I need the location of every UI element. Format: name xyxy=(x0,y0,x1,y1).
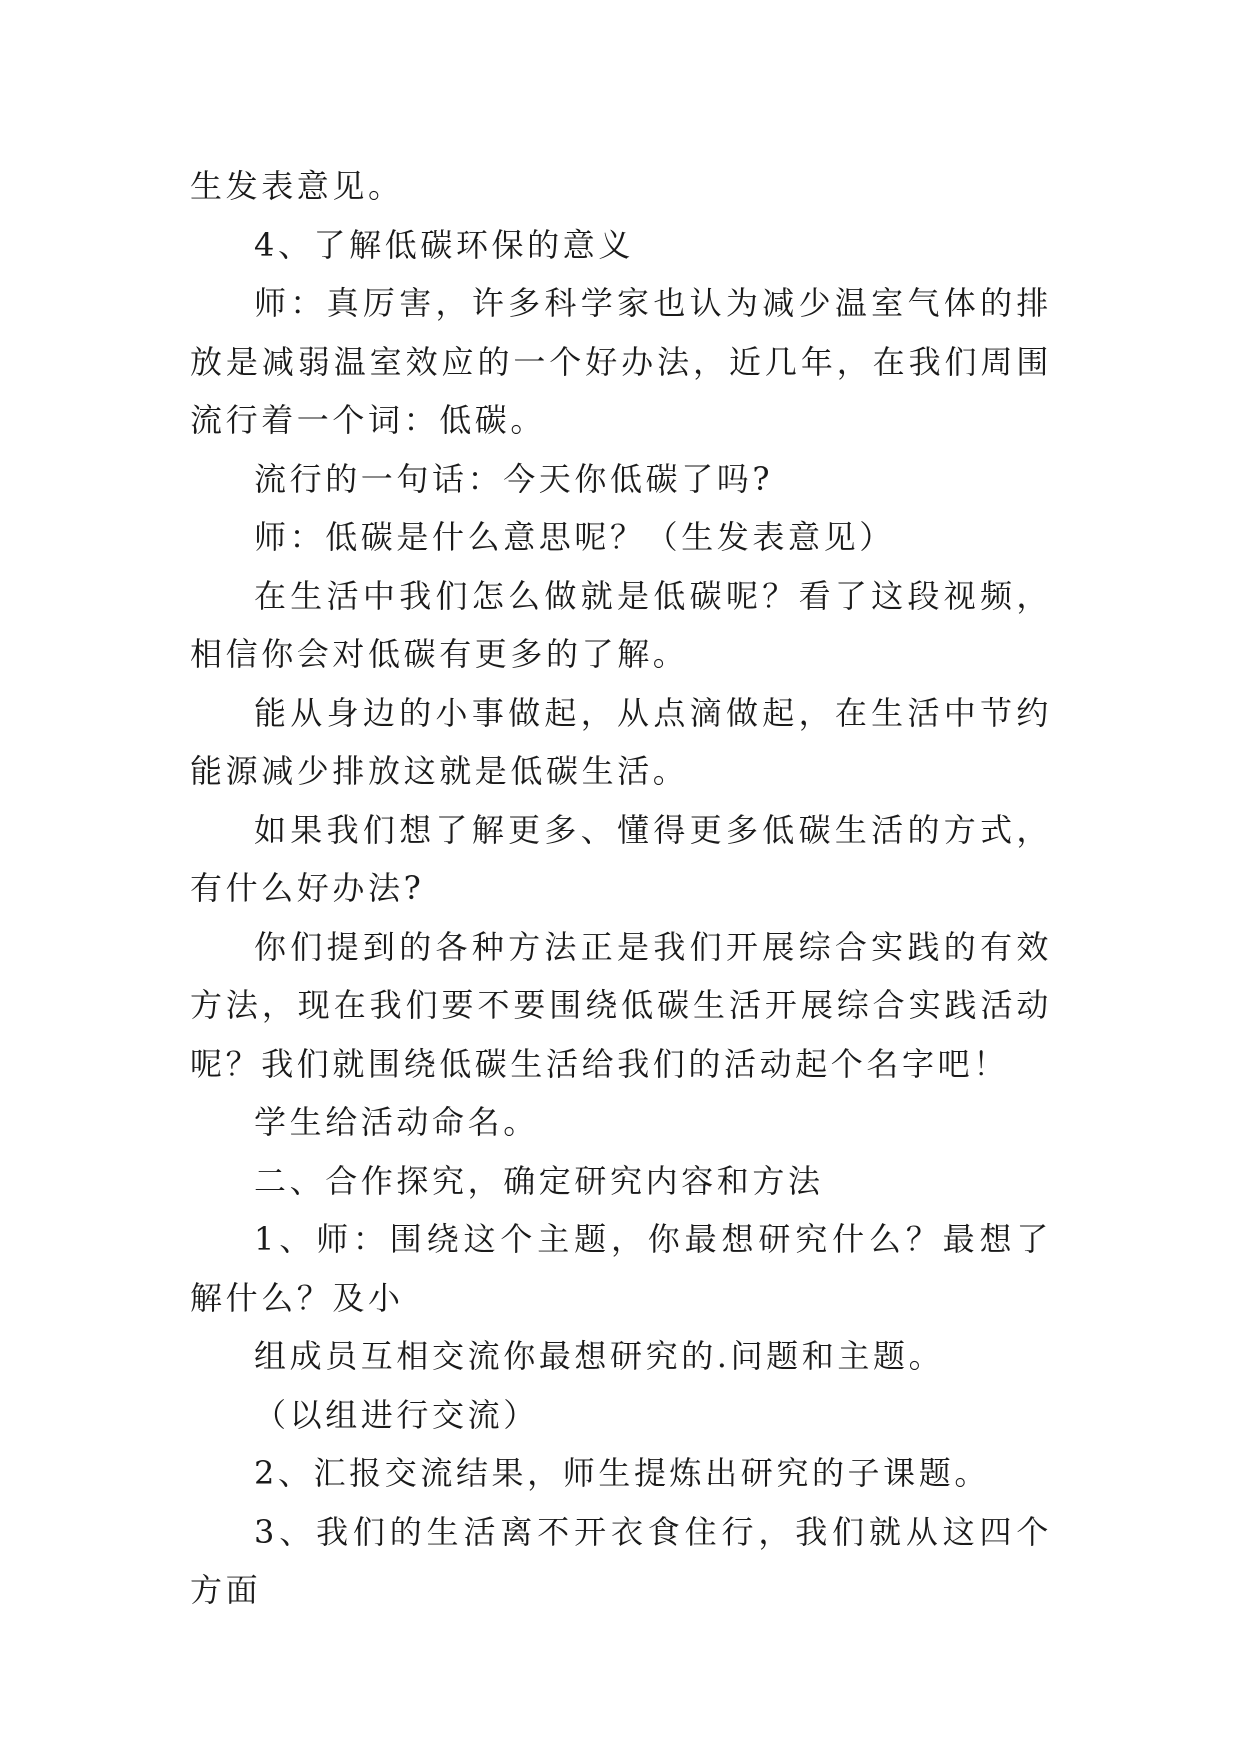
paragraph: 生发表意见。 xyxy=(190,167,404,205)
paragraph: 在生活中我们怎么做就是低碳呢？看了这段视频，相信你会对低碳有更多的了解。 xyxy=(190,576,1052,673)
paragraph: 学生给活动命名。 xyxy=(254,1103,539,1141)
paragraph: 流行的一句话：今天你低碳了吗? xyxy=(254,459,774,498)
paragraph: 能从身边的小事做起，从点滴做起，在生活中节约能源减少排放这就是低碳生活。 xyxy=(190,693,1052,790)
paragraph: 2、汇报交流结果，师生提炼出研究的子课题。 xyxy=(254,1454,990,1492)
paragraph: 3、我们的生活离不开衣食住行，我们就从这四个方面 xyxy=(190,1512,1052,1609)
paragraph: 1、师：围绕这个主题，你最想研究什么？最想了解什么？及小 xyxy=(190,1220,1052,1317)
paragraph: 如果我们想了解更多、懂得更多低碳生活的方式，有什么好办法? xyxy=(190,810,1052,907)
document-body xyxy=(190,157,1052,1620)
paragraph: （以组进行交流） xyxy=(254,1395,539,1434)
paragraph: 你们提到的各种方法正是我们开展综合实践的有效方法，现在我们要不要围绕低碳生活开展综合实践活动呢？我们就围绕低碳生活给我们的活动起个名字吧！ xyxy=(190,927,1052,1083)
section-heading: 4、了解低碳环保的意义 xyxy=(254,225,634,264)
paragraph: 师：真厉害，许多科学家也认为减少温室气体的排放是减弱温室效应的一个好办法，近几年，在我们周围流行着一个词：低碳。 xyxy=(190,284,1052,439)
section-heading: 二、合作探究，确定研究内容和方法 xyxy=(254,1161,824,1200)
paragraph: 师：低碳是什么意思呢？（生发表意见） xyxy=(254,518,895,556)
paragraph: 组成员互相交流你最想研究的.问题和主题。 xyxy=(254,1337,945,1375)
